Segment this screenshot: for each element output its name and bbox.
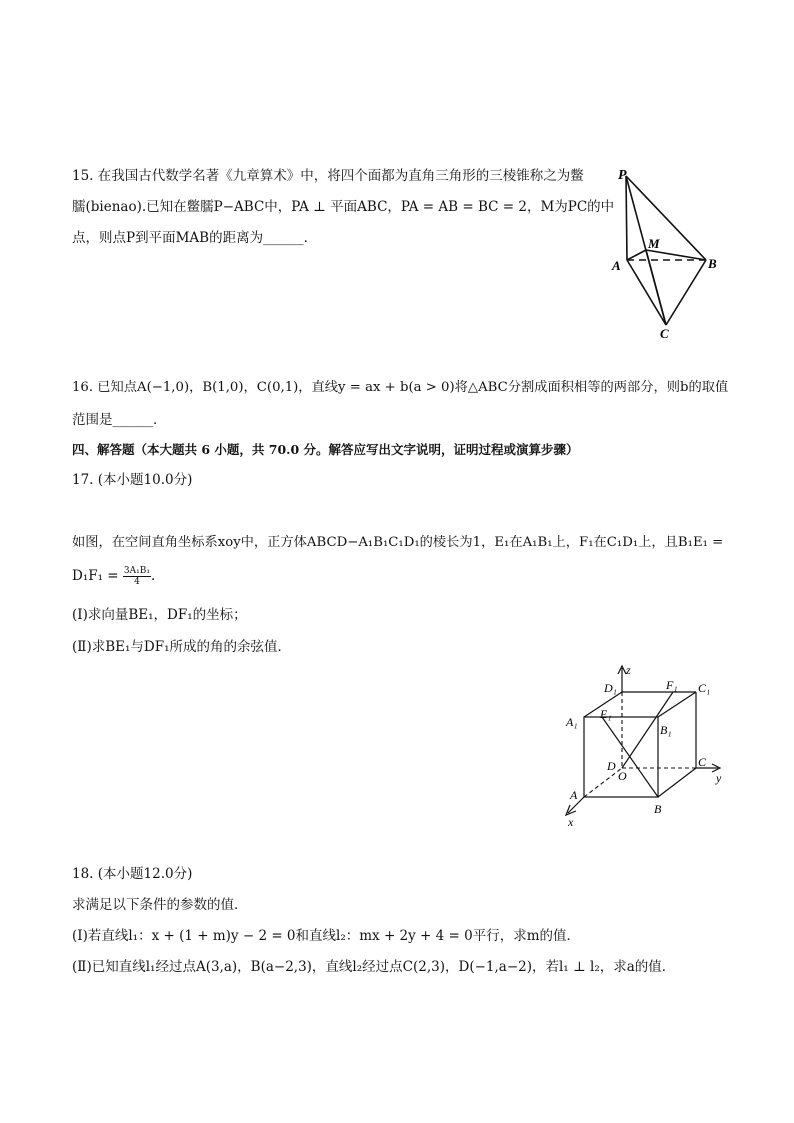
- label-A1: A₁: [566, 715, 578, 729]
- q15-line-2: 臑(bienao).已知在鳖臑P−ABC中，PA ⊥ 平面ABC，PA = AB = BC = 2，M为PC的中: [72, 199, 615, 215]
- label-F1: F₁: [666, 678, 678, 692]
- q17-line-2-prefix: D₁F₁ =: [72, 568, 123, 584]
- label-B1: B₁: [660, 723, 672, 737]
- label-D1: D₁: [604, 681, 617, 695]
- q17-fraction: [123, 566, 151, 587]
- label-P: P: [618, 168, 627, 183]
- label-M: M: [648, 236, 660, 251]
- q17-part-1: (Ⅰ)求向量BE₁，DF₁的坐标；: [72, 607, 247, 623]
- q18-intro: 求满足以下条件的参数的值．: [72, 897, 248, 913]
- q15-line-3: 点，则点P到平面MAB的距离为______．: [72, 230, 318, 246]
- q17-line-2: [72, 566, 155, 587]
- label-C: C: [660, 326, 669, 341]
- q17-line-2-suffix: .: [150, 568, 156, 584]
- q17-fraction-numerator: 3A₁B₁: [123, 566, 150, 576]
- q16-line-2: 范围是______．: [72, 412, 167, 428]
- label-B: B: [654, 802, 662, 816]
- cube-coordinate-figure: [558, 660, 738, 830]
- label-E1: E₁: [600, 707, 612, 721]
- q18-part-2: (Ⅱ)已知直线l₁经过点A(3,a)，B(a−2,3)，直线l₂经过点C(2,3)，D(−1,a−2)，若l₁ ⊥ l₂，求a的值．: [72, 959, 676, 975]
- label-B: B: [708, 256, 717, 271]
- q18-part-1: (Ⅰ)若直线l₁：x + (1 + m)y − 2 = 0和直线l₂：mx + 2y + 4 = 0平行，求m的值．: [72, 928, 581, 944]
- q18-header: 18. (本小题12.0分): [72, 866, 193, 882]
- axis-label-z: z: [626, 663, 631, 677]
- tetrahedron-figure: [604, 162, 734, 342]
- q17-fraction-denominator: 4: [134, 577, 140, 587]
- axis-label-y: y: [716, 771, 722, 785]
- q17-part-2: (Ⅱ)求BE₁与DF₁所成的角的余弦值．: [72, 639, 291, 655]
- label-D: D: [607, 759, 616, 773]
- label-C1: C₁: [698, 681, 711, 695]
- label-A: A: [612, 258, 621, 273]
- q15-line-1: 15. 在我国古代数学名著《九章算术》中，将四个面都为直角三角形的三棱锥称之为鳖: [72, 168, 584, 184]
- q17-header: 17. (本小题10.0分): [72, 472, 193, 488]
- label-A: A: [570, 788, 578, 802]
- q16-line-1: 16. 已知点A(−1,0)，B(1,0)，C(0,1)，直线y = ax + b(a > 0)将△ABC分割成面积相等的两部分，则b的取值: [72, 380, 729, 395]
- label-C: C: [698, 755, 707, 769]
- q17-line-1: 如图，在空间直角坐标系xoy中，正方体ABCD−A₁B₁C₁D₁的棱长为1，E₁在A₁B₁上，F₁在C₁D₁上，且B₁E₁ =: [72, 535, 724, 550]
- label-O: O: [618, 769, 627, 783]
- section-4-title: 四、解答题（本大题共 6 小题，共 70.0 分。解答应写出文字说明，证明过程或演算步骤）: [72, 442, 579, 457]
- axis-label-x: x: [568, 815, 574, 829]
